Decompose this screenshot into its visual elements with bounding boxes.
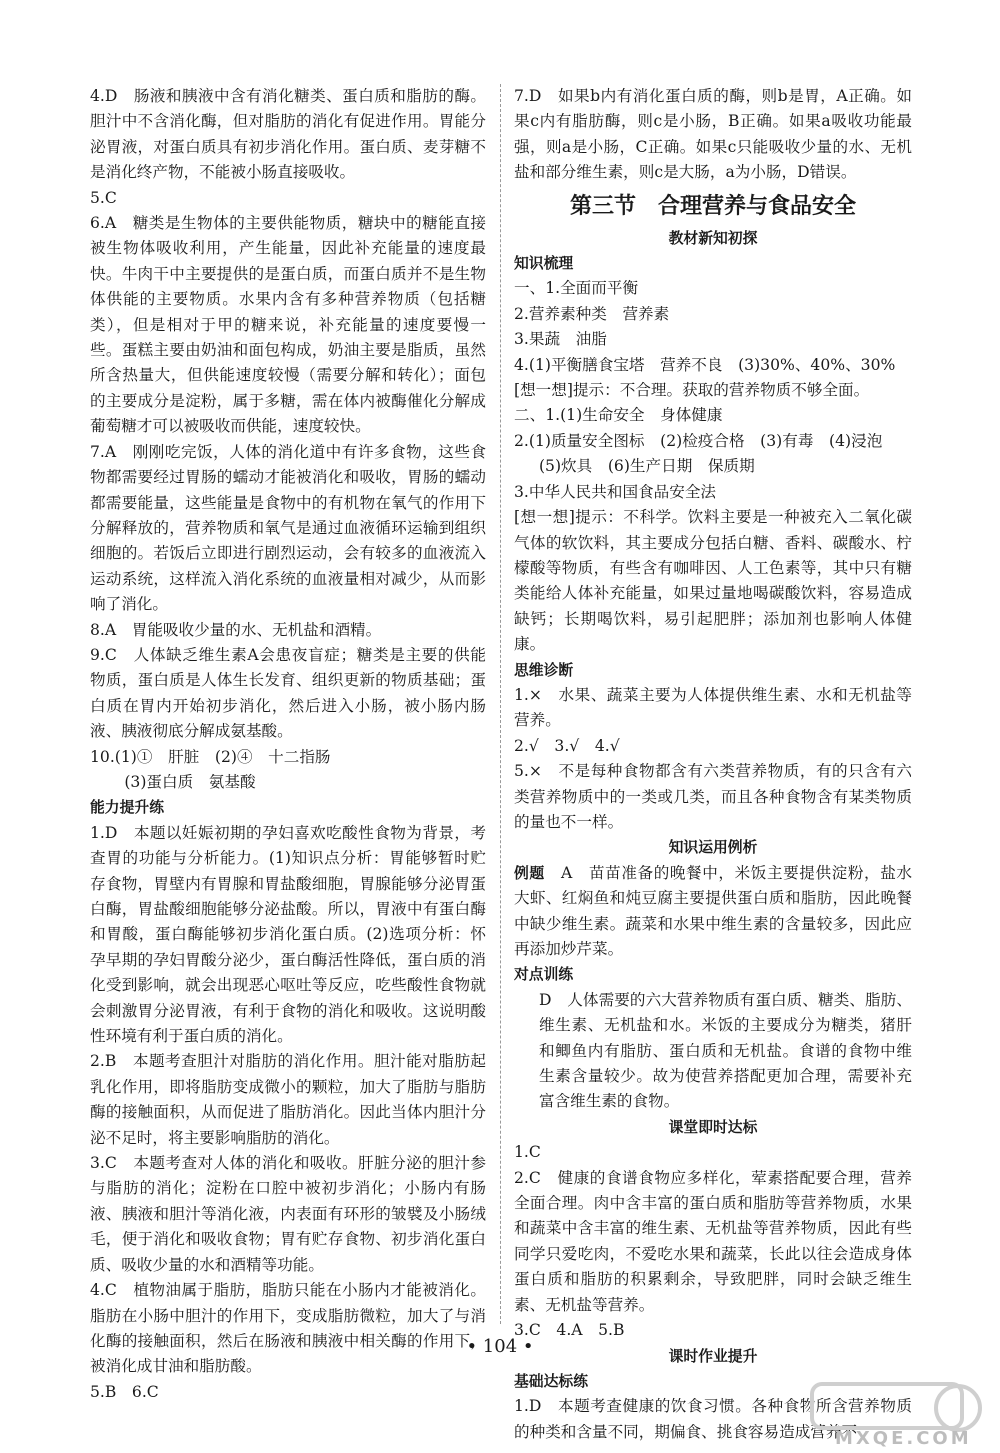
- knowledge-1: 一、1.全面而平衡: [514, 279, 639, 298]
- example-label: 例题: [514, 864, 545, 882]
- right-column: [514, 84, 912, 1445]
- ability-answer-4: 4.C 植物油属于脂肪，脂肪只能在小肠内才能被消化。脂肪在小肠中胆汁的作用下，变成脂肪微粒，加大了与消化酶的接触面积，然后在肠液和胰液中相关酶的作用下，被消化成甘油和脂肪酸。: [90, 1281, 486, 1376]
- heading-ability: 能力提升练: [90, 799, 164, 817]
- homework-answer-1: 1.D 本题考查健康的饮食习惯。各种食物所含营养物质的种类和含量不同，期偏食、挑食容易造成营养不: [514, 1397, 912, 1441]
- answer-9: 9.C 人体缺乏维生素A会患夜盲症；糖类是主要的供能物质，蛋白质是人体生长发育、组织更新的物质基础；蛋白质在胃内开始初步消化，然后进入小肠，被小肠内肠液、胰液彻底分解成氨基酸。: [90, 645, 486, 741]
- answer-4: 4.D 肠液和胰液中含有消化糖类、蛋白质和脂肪的酶。胆汁中不含消化酶，但对脂肪的消化有促进作用。胃能分泌胃液，对蛋白质具有初步消化作用。蛋白质、麦芽糖不是消化终产物，不能被小肠直接吸收。: [90, 87, 486, 182]
- training-answer: D 人体需要的六大营养物质有蛋白质、糖类、脂肪、维生素、无机盐和水。米饭的主要成分为糖类，猪肝和鲫鱼内有脂肪、蛋白质和无机盐。食谱的食物中维生素含量较少。故为使营养搭配更加合理，需要补充富含维生素的食物。: [538, 990, 912, 1111]
- heading-classroom: 课堂即时达标: [668, 1118, 758, 1136]
- heading-review: 知识梳理: [514, 255, 574, 273]
- ability-answer-5-6: 5.B 6.C: [90, 1382, 159, 1401]
- knowledge-8: (5)炊具 (6)生产日期 保质期: [538, 457, 755, 476]
- heading-new-knowledge: 教材新知初探: [668, 229, 758, 247]
- answer-7-right: 7.D 如果b内有消化蛋白质的酶，则b是胃，A正确。如果c内有脂肪酶，则c是小肠，B正确。如果a吸收功能最强，则a是小肠，C正确。如果c只能吸收少量的水、无机盐和部分维生素，则c是大肠，a为小肠，D错误。: [514, 87, 912, 182]
- ability-answer-1: 1.D 本题以妊娠初期的孕妇喜欢吃酸性食物为背景，考查胃的功能与分析能力。(1)知识点分析：胃能够暂时贮存食物，胃壁内有胃腺和胃盐酸细胞，胃腺能够分泌胃蛋白酶，胃盐酸细胞能够分泌盐酸。所以，胃液中有蛋白酶和胃酸，蛋白酶能够初步消化蛋白质。(2)选项分析：怀孕早期的孕妇胃酸分泌少，蛋白酶活性降低，蛋白质的消化受到影响，就会出现恶心呕吐等反应，吃些酸性食物就会刺激胃分泌胃液，有利于食物的消化和吸收。这说明酸性环境有利于蛋白质的消化。: [90, 823, 486, 1046]
- knowledge-7: 2.(1)质量安全图标 (2)检疫合格 (3)有毒 (4)浸泡: [514, 431, 883, 450]
- page-number: • 104 •: [466, 1336, 534, 1357]
- think-1: [想一想]提示：不合理。获取的营养物质不够全面。: [514, 381, 870, 400]
- knowledge-6: 二、1.(1)生命安全 身体健康: [514, 406, 723, 425]
- heading-diagnosis: 思维诊断: [514, 661, 574, 679]
- ability-answer-2: 2.B 本题考查胆汁对脂肪的消化作用。胆汁能对脂肪起乳化作用，即将脂肪变成微小的颗粒，加大了脂肪与脂肪酶的接触面积，从而促进了脂肪消化。因此当体内胆汁分泌不足时，将主要影响脂肪的消化。: [90, 1052, 486, 1147]
- left-column: [90, 84, 486, 1405]
- answer-5: 5.C: [90, 188, 117, 207]
- class-answer-3-5: 3.C 4.A 5.B: [514, 1321, 625, 1340]
- knowledge-4: 4.(1)平衡膳食宝塔 营养不良 (3)30%、40%、30%: [514, 355, 896, 374]
- answer-10-line1: 10.(1)① 肝脏 (2)④ 十二指肠: [90, 747, 331, 766]
- heading-homework: 课时作业提升: [668, 1347, 758, 1365]
- answer-10-line2: (3)蛋白质 氨基酸: [124, 772, 256, 791]
- example: [514, 861, 912, 963]
- watermark-domain: MXQE.COM: [835, 1428, 972, 1449]
- heading-application: 知识运用例析: [668, 839, 758, 857]
- section-title: 第三节 合理营养与食品安全: [569, 193, 856, 219]
- answer-6: 6.A 糖类是生物体的主要供能物质，糖块中的糖能直接被生物体吸收利用，产生能量，因此补充能量的速度最快。牛肉干中主要提供的是蛋白质，而蛋白质并不是生物体供能的主要物质。水果内含有多种营养物质（包括糖类），但是相对于甲的糖来说，补充能量的速度要慢一些。蛋糕主要由奶油和面包构成，奶油主要是脂质，虽然所含热量大，但供能速度较慢（需要分解和转化）；面包的主要成分是淀粉，属于多糖，需在体内被酶催化分解成葡萄糖才可以被吸收而供能，速度较快。: [90, 214, 486, 436]
- knowledge-3: 3.果蔬 油脂: [514, 330, 607, 349]
- heading-training: 对点训练: [514, 966, 574, 984]
- class-answer-1: 1.C: [514, 1143, 541, 1162]
- column-divider: [500, 84, 501, 1324]
- ability-answer-3: 3.C 本题考查对人体的消化和吸收。肝脏分泌的胆汁参与脂肪的消化；淀粉在口腔中被初步消化；小肠内有肠液、胰液和胆汁等消化液，内表面有环形的皱襞及小肠绒毛，便于消化和吸收食物；胃有贮存食物、初步消化蛋白质、吸收少量的水和酒精等功能。: [90, 1154, 486, 1274]
- think-2: [想一想]提示：不科学。饮料主要是一种被充入二氧化碳气体的软饮料，其主要成分包括白糖、香料、碳酸水、柠檬酸等物质，有些含有咖啡因、人工色素等，其中只有糖类能给人体补充能量，如果过量地喝碳酸饮料，容易造成缺钙；长期喝饮料，易引起肥胖；添加剂也影响人体健康。: [514, 508, 912, 654]
- example-text: A 苗苗准备的晚餐中，米饭主要提供淀粉，盐水大虾、红焖鱼和炖豆腐主要提供蛋白质和脂肪，因此晚餐中缺少维生素。蔬菜和水果中维生素的含量较多，因此应再添加炒芹菜。: [514, 863, 912, 958]
- diagnosis-2-4: 2.√ 3.√ 4.√: [514, 736, 620, 755]
- answer-8: 8.A 胃能吸收少量的水、无机盐和酒精。: [90, 620, 382, 639]
- knowledge-9: 3.中华人民共和国食品安全法: [514, 482, 717, 501]
- class-answer-2: 2.C 健康的食谱食物应多样化，荤素搭配要合理，营养全面合理。肉中含丰富的蛋白质和脂肪等营养物质，水果和蔬菜中含丰富的维生素、无机盐等营养物质，因此有些同学只爱吃肉，不爱吃水果和蔬菜，长此以往会造成身体蛋白质和脂肪的积累剩余，导致肥胖，同时会缺乏维生素、无机盐等营养。: [514, 1168, 912, 1314]
- diagnosis-1: 1.× 水果、蔬菜主要为人体提供维生素、水和无机盐等营养。: [514, 685, 912, 730]
- diagnosis-5: 5.× 不是每种食物都含有六类营养物质，有的只含有六类营养物质中的一类或几类，而且各种食物含有某类物质的量也不一样。: [514, 762, 912, 831]
- knowledge-2: 2.营养素种类 营养素: [514, 304, 670, 323]
- answer-7: 7.A 刚刚吃完饭，人体的消化道中有许多食物，这些食物都需要经过胃肠的蠕动才能被消化和吸收，胃肠的蠕动都需要能量，这些能量是食物中的有机物在氧气的作用下分解释放的，营养物质和氧气是通过血液循环运输到组织细胞的。若饭后立即进行剧烈运动，会有较多的血液流入运动系统，这样流入消化系统的血液量相对减少，从而影响了消化。: [90, 442, 486, 614]
- heading-basic: 基础达标练: [514, 1372, 588, 1390]
